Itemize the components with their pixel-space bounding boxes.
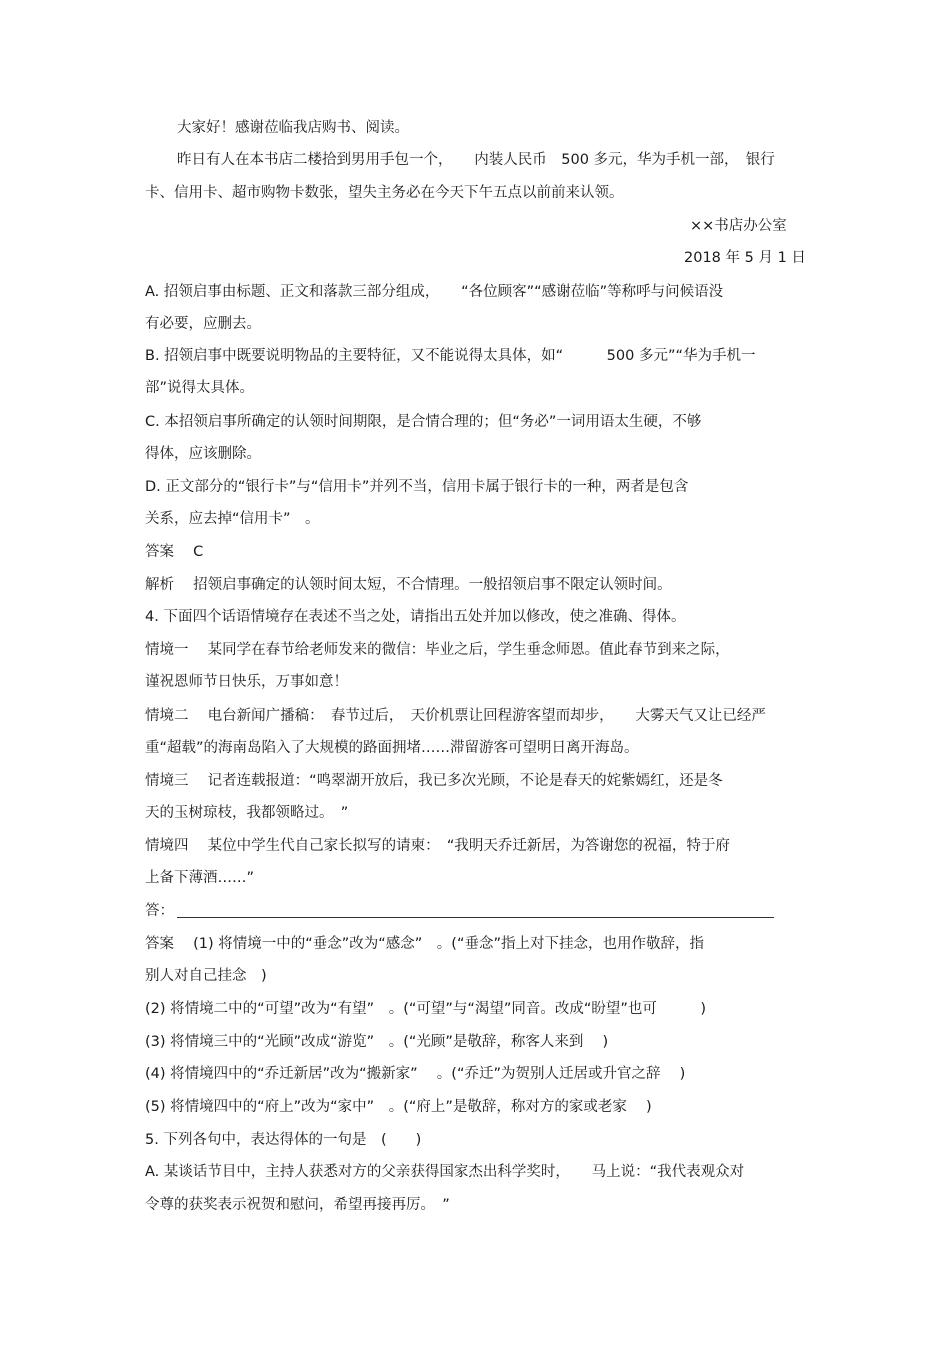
q4-answer-2: (2) 将情境二中的“可望”改为“有望” 。(“可望”与“渴望”同音。改成“盼望”也可 ) — [145, 1001, 707, 1017]
option-c-line-2: 得体，应该删除。 — [145, 446, 261, 462]
scenario-4-line-1: 情境四 某位中学生代自己家长拟写的请柬： “我明天乔迁新居，为答谢您的祝福，特于府 — [145, 838, 730, 854]
option-d-line-2: 关系，应去掉“信用卡” 。 — [145, 511, 320, 527]
q5-option-a-line-2: 令尊的获奖表示祝贺和慰问，希望再接再厉。 ” — [145, 1197, 450, 1213]
notice-greeting: 大家好！感谢莅临我店购书、阅读。 — [177, 120, 409, 136]
notice-body-line-2: 卡、信用卡、超市购物卡数张，望失主务必在今天下午五点以前前来认领。 — [145, 185, 624, 201]
notice-signature: ××书店办公室 — [690, 218, 787, 234]
scenario-2-line-1: 情境二 电台新闻广播稿： 春节过后， 天价机票让回程游客望而却步， 大雾天气又让已经严 — [145, 708, 766, 724]
option-d-line-1: D. 正文部分的“银行卡”与“信用卡”并列不当，信用卡属于银行卡的一种，两者是包含 — [145, 479, 689, 495]
scenario-1-line-2: 谨祝恩师节日快乐，万事如意！ — [145, 674, 348, 690]
q4-stem: 4. 下面四个话语情境存在表述不当之处，请指出五处并加以修改，使之准确、得体。 — [145, 609, 686, 625]
q3-analysis: 解析 招领启事确定的认领时间太短，不合情理。一般招领启事不限定认领时间。 — [145, 577, 672, 593]
scenario-3-line-2: 天的玉树琼枝，我都领略过。 ” — [145, 805, 349, 821]
q4-answer-4: (4) 将情境四中的“乔迁新居”改为“搬新家” 。(“乔迁”为贺别人迁居或升官之辞 ) — [145, 1066, 686, 1082]
q4-answer-5: (5) 将情境四中的“府上”改为“家中” 。(“府上”是敬辞，称对方的家或老家 ) — [145, 1099, 652, 1115]
q4-answer-3: (3) 将情境三中的“光顾”改成“游览” 。(“光顾”是敬辞，称客人来到 ) — [145, 1034, 609, 1050]
option-a-line-2: 有必要，应删去。 — [145, 316, 261, 332]
notice-body-line-1: 昨日有人在本书店二楼拾到男用手包一个， 内装人民币 500 多元，华为手机一部， 银行 — [177, 152, 775, 168]
scenario-1-line-1: 情境一 某同学在春节给老师发来的微信：毕业之后，学生垂念师恩。值此春节到来之际， — [145, 642, 730, 658]
q4-answer-1-line-2: 别人对自己挂念 ) — [145, 968, 267, 984]
option-a-line-1: A. 招领启事由标题、正文和落款三部分组成， “各位顾客”“感谢莅临”等称呼与问候语没 — [145, 284, 724, 300]
option-b-line-2: 部”说得太具体。 — [145, 380, 255, 396]
scenario-4-line-2: 上备下薄酒……” — [145, 870, 255, 886]
q4-answer-1-line-1: 答案 (1) 将情境一中的“垂念”改为“感念” 。(“垂念”指上对下挂念，也用作敬辞，指 — [145, 936, 704, 952]
scenario-3-line-1: 情境三 记者连载报道：“鸣翠湖开放后，我已多次光顾，不论是春天的姹紫嫣红，还是冬 — [145, 773, 723, 789]
q5-option-a-line-1: A. 某谈话节目中，主持人获悉对方的父亲获得国家杰出科学奖时， 马上说：“我代表观众对 — [145, 1164, 745, 1180]
q5-stem: 5. 下列各句中，表达得体的一句是 ( ) — [145, 1132, 422, 1148]
notice-date: 2018 年 5 月 1 日 — [684, 250, 806, 266]
q3-answer: 答案 C — [145, 544, 204, 560]
scenario-2-line-2: 重“超载”的海南岛陷入了大规模的路面拥堵……滞留游客可望明日离开海岛。 — [145, 740, 639, 756]
answer-blank-line — [177, 917, 774, 918]
answer-label: 答： — [145, 903, 174, 919]
option-b-line-1: B. 招领启事中既要说明物品的主要特征，又不能说得太具体，如“ 500 多元”“华为手机一 — [145, 348, 756, 364]
option-c-line-1: C. 本招领启事所确定的认领时间期限，是合情合理的；但“务必”一词用语太生硬，不够 — [145, 414, 702, 430]
